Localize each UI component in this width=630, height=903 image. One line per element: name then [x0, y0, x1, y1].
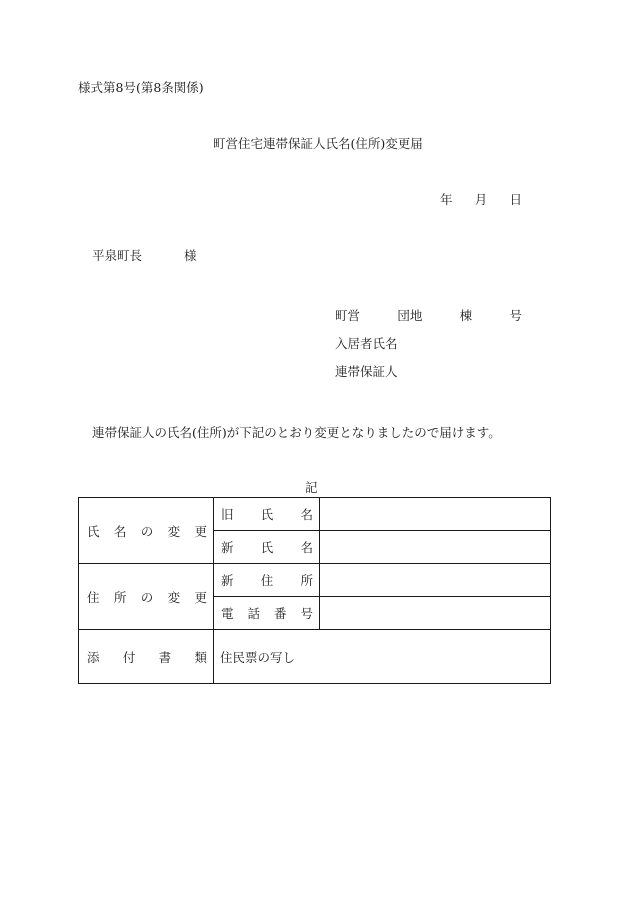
- resident-name-label: 入居者氏名: [335, 336, 398, 351]
- ki-label: 記: [305, 480, 318, 495]
- phone-number-label: 電 話 番 号: [214, 597, 320, 630]
- attachment-value: 住民票の写し: [214, 630, 551, 684]
- date-month-label: 月: [474, 192, 488, 207]
- attachment-category: 添 付 書 類: [79, 630, 214, 684]
- table-row: [79, 630, 551, 684]
- new-address-field[interactable]: [320, 564, 551, 597]
- addressee-name: 平泉町長: [92, 248, 143, 263]
- housing-town-label: 町営: [335, 308, 361, 323]
- phone-number-field[interactable]: [320, 597, 551, 630]
- table-row: [79, 498, 551, 531]
- statement-text: 連帯保証人の氏名(住所)が下記のとおり変更となりましたので届けます。: [92, 425, 501, 440]
- guarantor-label: 連帯保証人: [335, 364, 398, 379]
- old-name-field[interactable]: [320, 498, 551, 531]
- date-fields: [440, 194, 522, 207]
- date-day-label: 日: [509, 192, 522, 207]
- date-year-label: 年: [440, 192, 453, 207]
- housing-line: [335, 310, 522, 323]
- addressee-honorific: 様: [184, 248, 197, 263]
- form-title: 町営住宅連帯保証人氏名(住所)変更届: [213, 136, 423, 151]
- old-name-label: 旧 氏 名: [214, 498, 320, 531]
- table-row: [79, 564, 551, 597]
- address-change-category: 住 所 の 変 更: [79, 564, 214, 630]
- new-address-label: 新 住 所: [214, 564, 320, 597]
- new-name-label: 新 氏 名: [214, 531, 320, 564]
- name-change-category: 氏 名 の 変 更: [79, 498, 214, 564]
- housing-complex-label: 団地: [397, 308, 423, 323]
- form-number: 様式第8号(第8条関係): [78, 80, 204, 95]
- housing-number-label: 号: [509, 308, 522, 323]
- new-name-field[interactable]: [320, 531, 551, 564]
- change-details-table: [78, 497, 551, 684]
- housing-building-label: 棟: [459, 308, 473, 323]
